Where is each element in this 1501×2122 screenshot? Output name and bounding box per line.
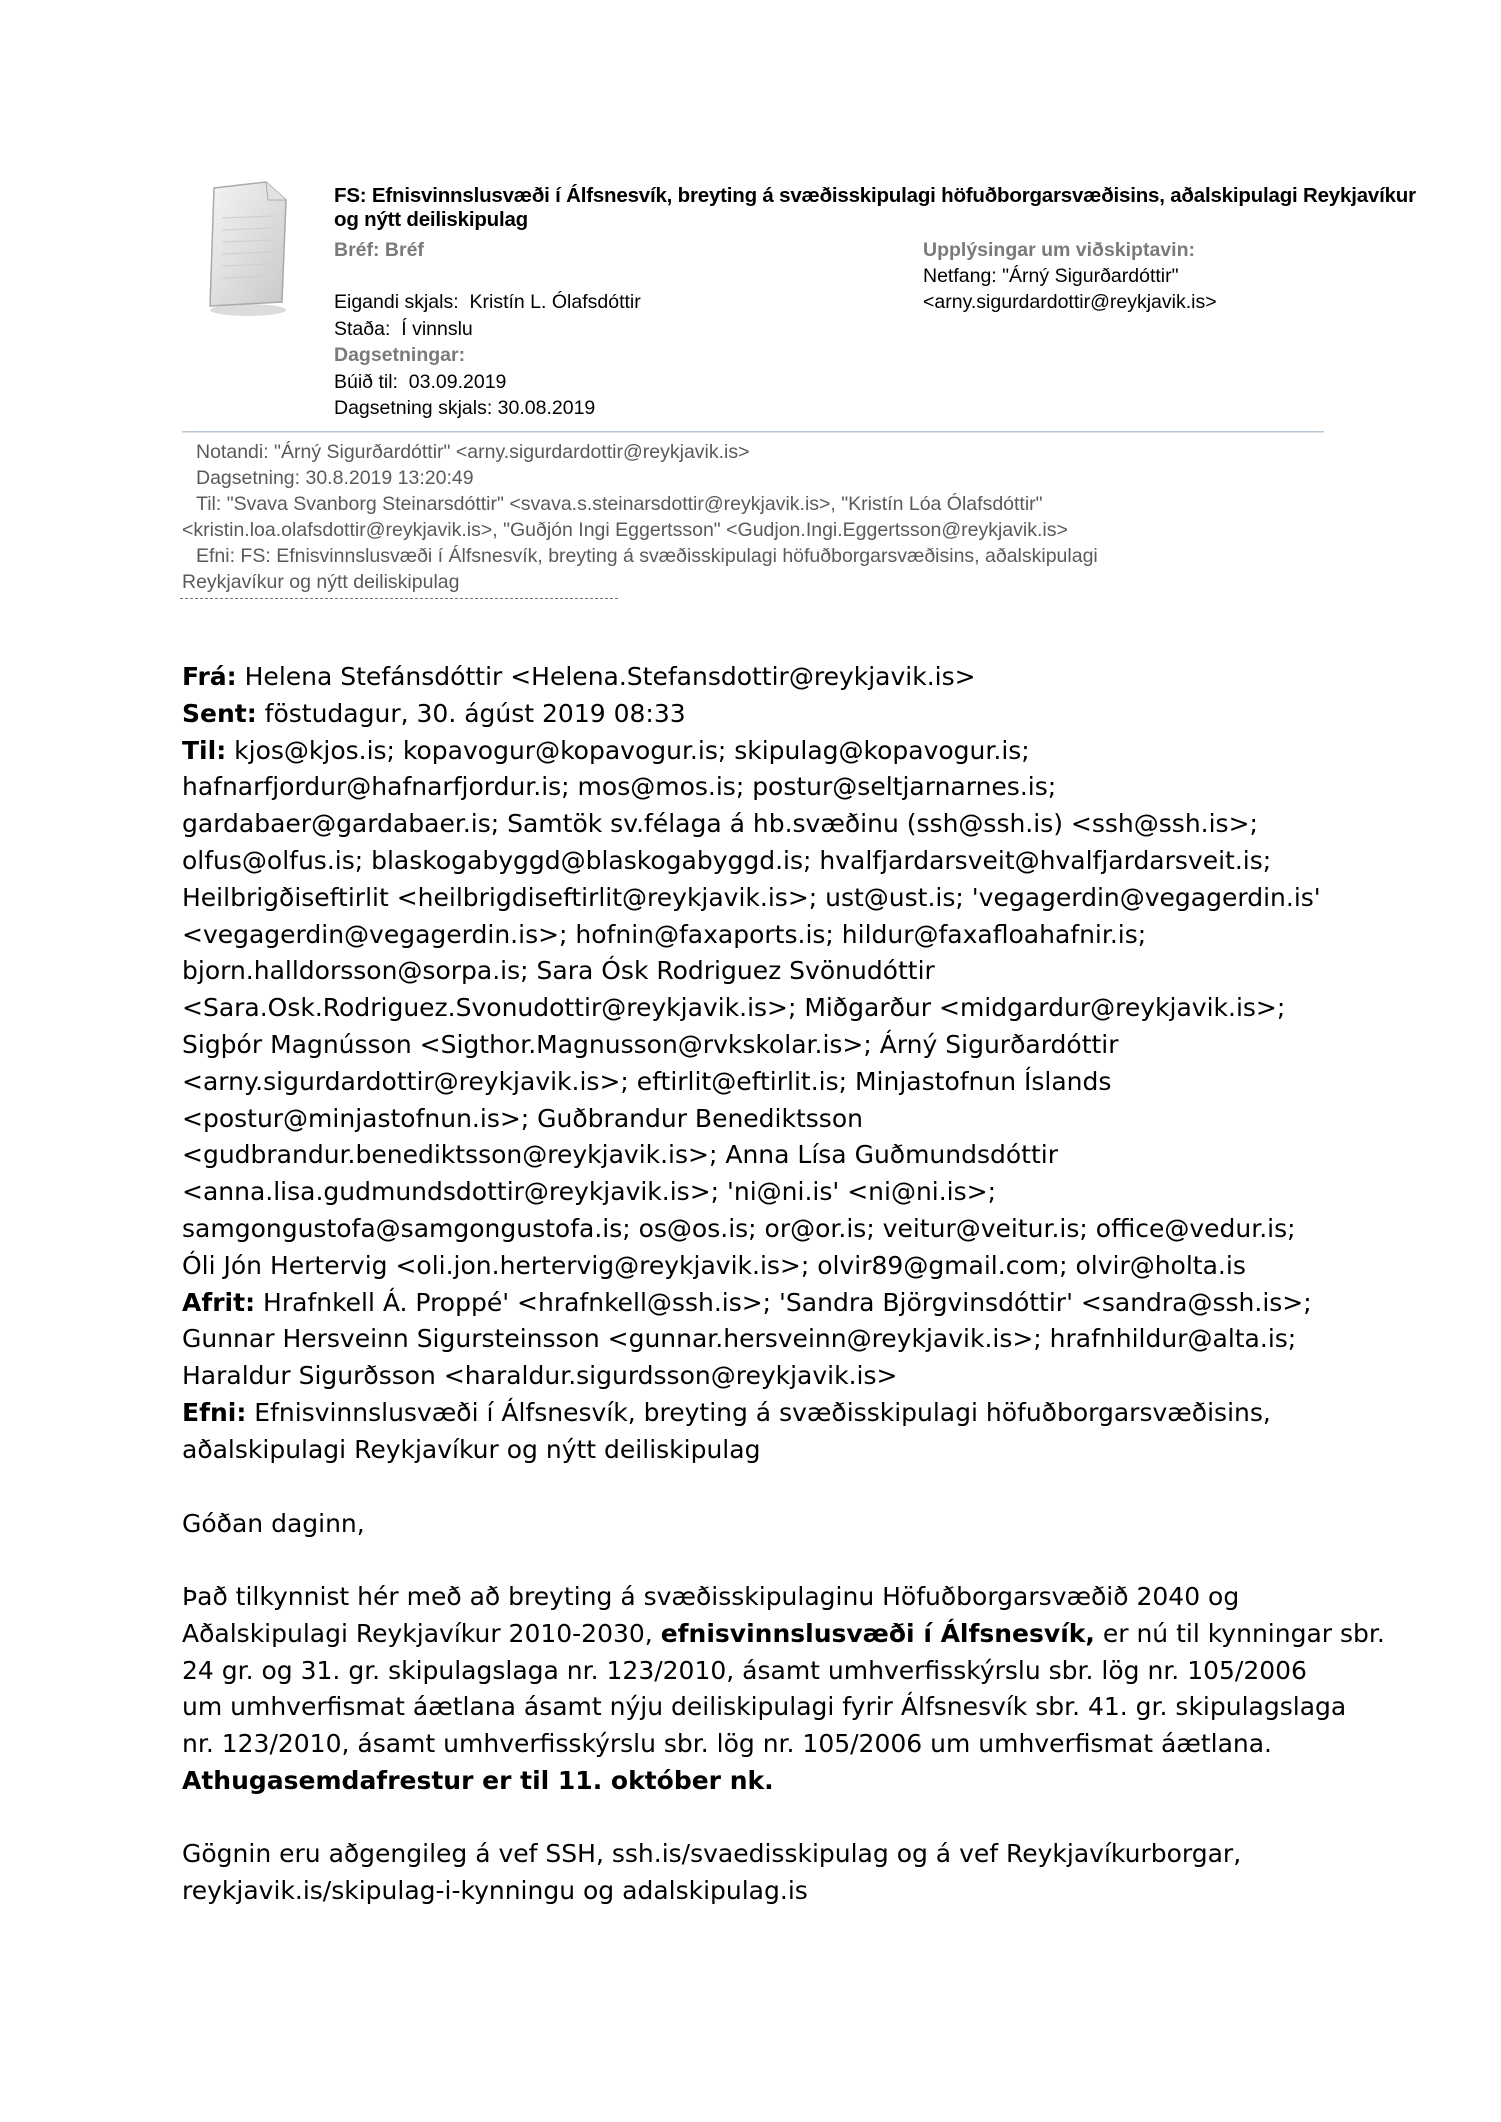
to-line: Óli Jón Hertervig <oli.jon.hertervig@reykjavik.is>; olvir89@gmail.com; olvir@holta.is xyxy=(182,1250,1246,1280)
cc-label: Afrit: xyxy=(182,1287,256,1317)
document-date-row xyxy=(334,397,595,420)
owner-row xyxy=(334,291,641,314)
meta-subject-line2: Reykjavíkur og nýtt deiliskipulag xyxy=(182,571,460,593)
to-label: Til: xyxy=(182,735,227,765)
subject-line: aðalskipulagi Reykjavíkur og nýtt deiliskipulag xyxy=(182,1434,761,1464)
dates-heading: Dagsetningar: xyxy=(334,344,466,366)
paragraph-links xyxy=(182,1836,1342,1910)
meta-user: Notandi: "Árný Sigurðardóttir" <arny.sigurdardottir@reykjavik.is> xyxy=(196,441,750,463)
to-line: samgongustofa@samgongustofa.is; os@os.is; or@or.is; veitur@veitur.is; office@vedur.is; xyxy=(182,1213,1296,1243)
paragraph-announcement xyxy=(182,1579,1385,1800)
meta-separator xyxy=(180,598,618,599)
created-label: Búið til: xyxy=(334,371,398,393)
document-date-value: 30.08.2019 xyxy=(497,397,596,419)
to-line: kjos@kjos.is; kopavogur@kopavogur.is; skipulag@kopavogur.is; xyxy=(226,735,1030,765)
header-divider xyxy=(182,431,1324,433)
meta-to-line2: <kristin.loa.olafsdottir@reykjavik.is>, "Guðjón Ingi Eggertsson" <Gudjon.Ingi.Eggertsson@reykjavik.is> xyxy=(182,519,1068,541)
cc-line: Hrafnkell Á. Proppé' <hrafnkell@ssh.is>; 'Sandra Björgvinsdóttir' <sandra@ssh.is>; xyxy=(255,1287,1312,1317)
document-type: Bréf: Bréf xyxy=(334,239,424,261)
to-line: Heilbrigðiseftirlit <heilbrigdiseftirlit@reykjavik.is>; ust@ust.is; 'vegagerdin@vegagerdin.is' xyxy=(182,882,1321,912)
to-line: <anna.lisa.gudmundsdottir@reykjavik.is>; 'ni@ni.is' <ni@ni.is>; xyxy=(182,1177,997,1207)
document-title-line2: og nýtt deiliskipulag xyxy=(334,208,528,231)
status-row xyxy=(334,318,473,341)
sent-value: föstudagur, 30. ágúst 2019 08:33 xyxy=(256,698,686,728)
from-value: Helena Stefánsdóttir <Helena.Stefansdottir@reykjavik.is> xyxy=(236,662,976,691)
document-title-line1: FS: Efnisvinnslusvæði í Álfsnesvík, breyting á svæðisskipulagi höfuðborgarsvæðisins, aðalskipulagi Reykjavíkur xyxy=(334,184,1416,207)
to-line: hafnarfjordur@hafnarfjordur.is; mos@mos.is; postur@seltjarnarnes.is; xyxy=(182,772,1057,802)
owner-value: Kristín L. Ólafsdóttir xyxy=(469,291,641,313)
paragraph-line: Gögnin eru aðgengileg á vef SSH, ssh.is/svaedisskipulag og á vef Reykjavíkurborgar, xyxy=(182,1839,1242,1868)
status-value: Í vinnslu xyxy=(401,318,473,340)
paragraph-segment: er nú til kynningar sbr. xyxy=(1094,1618,1385,1648)
to-line: <Sara.Osk.Rodriguez.Svonudottir@reykjavik.is>; Miðgarður <midgardur@reykjavik.is>; xyxy=(182,993,1286,1023)
paragraph-line: reykjavik.is/skipulag-i-kynningu og adalskipulag.is xyxy=(182,1875,808,1905)
area-name-bold: efnisvinnslusvæði í Álfsnesvík, xyxy=(660,1618,1095,1648)
sent-row xyxy=(182,696,1342,733)
sent-label: Sent: xyxy=(182,698,257,728)
paragraph-line: Það tilkynnist hér með að breyting á svæðisskipulaginu Höfuðborgarsvæðið 2040 og xyxy=(182,1582,1240,1611)
deadline-bold xyxy=(182,1763,1342,1800)
email-headers xyxy=(182,659,1342,1469)
to-line: <arny.sigurdardottir@reykjavik.is>; eftirlit@eftirlit.is; Minjastofnun Íslands xyxy=(182,1066,1112,1096)
customer-email-address: <arny.sigurdardottir@reykjavik.is> xyxy=(923,291,1217,313)
paragraph-line xyxy=(182,1616,1385,1653)
owner-label: Eigandi skjals: xyxy=(334,291,459,313)
status-label: Staða: xyxy=(334,318,391,340)
deadline-text: Athugasemdafrestur er til 11. október nk. xyxy=(182,1765,774,1795)
cc-line: Haraldur Sigurðsson <haraldur.sigurdsson@reykjavik.is> xyxy=(182,1361,898,1391)
paragraph-line: um umhverfismat áætlana ásamt nýju deiliskipulagi fyrir Álfsnesvík sbr. 41. gr. skipulagslaga xyxy=(182,1692,1347,1722)
to-line: bjorn.halldorsson@sorpa.is; Sara Ósk Rodriguez Svönudóttir xyxy=(182,956,935,986)
from-label: Frá: xyxy=(182,662,237,691)
to-line: gardabaer@gardabaer.is; Samtök sv.félaga á hb.svæðinu (ssh@ssh.is) <ssh@ssh.is>; xyxy=(182,809,1258,839)
meta-subject-line1: Efni: FS: Efnisvinnslusvæði í Álfsnesvík, breyting á svæðisskipulagi höfuðborgarsvæðisins, aðalskipulagi xyxy=(196,545,1098,567)
subject-line: Efnisvinnslusvæði í Álfsnesvík, breyting á svæðisskipulagi höfuðborgarsvæðisins, xyxy=(246,1397,1271,1427)
greeting xyxy=(182,1506,1342,1543)
to-line: <vegagerdin@vegagerdin.is>; hofnin@faxaports.is; hildur@faxafloahafnir.is; xyxy=(182,919,1147,949)
meta-to-line1: Til: "Svava Svanborg Steinarsdóttir" <svava.s.steinarsdottir@reykjavik.is>, "Kristín Lóa Ólafsdóttir" xyxy=(196,493,1043,515)
customer-email-label: Netfang: "Árný Sigurðardóttir" xyxy=(923,265,1179,287)
to-line: <postur@minjastofnun.is>; Guðbrandur Benediktsson xyxy=(182,1103,863,1133)
from-row xyxy=(182,659,1342,696)
greeting-text: Góðan daginn, xyxy=(182,1509,365,1538)
meta-date: Dagsetning: 30.8.2019 13:20:49 xyxy=(196,467,474,489)
subject-label: Efni: xyxy=(182,1397,247,1427)
subject-row xyxy=(182,1395,1342,1432)
document-date-label: Dagsetning skjals: xyxy=(334,397,493,419)
paragraph-line: nr. 123/2010, ásamt umhverfisskýrslu sbr. lög nr. 105/2006 um umhverfismat áætlana. xyxy=(182,1729,1273,1759)
cc-line: Gunnar Hersveinn Sigursteinsson <gunnar.hersveinn@reykjavik.is>; hrafnhildur@alta.is; xyxy=(182,1324,1297,1354)
customer-heading: Upplýsingar um viðskiptavin: xyxy=(923,239,1195,261)
paragraph-segment: Aðalskipulagi Reykjavíkur 2010-2030, xyxy=(182,1618,661,1648)
paragraph-line: 24 gr. og 31. gr. skipulagslaga nr. 123/2010, ásamt umhverfisskýrslu sbr. lög nr. 105/2006 xyxy=(182,1655,1307,1685)
to-line: olfus@olfus.is; blaskogabyggd@blaskogabyggd.is; hvalfjardarsveit@hvalfjardarsveit.is; xyxy=(182,845,1272,875)
created-row xyxy=(334,371,506,394)
cc-row xyxy=(182,1285,1342,1322)
document-title xyxy=(334,184,1501,232)
to-row xyxy=(182,733,1342,770)
created-value: 03.09.2019 xyxy=(408,371,507,393)
to-line: Sigþór Magnússon <Sigthor.Magnusson@rvkskolar.is>; Árný Sigurðardóttir xyxy=(182,1029,1119,1059)
to-line: <gudbrandur.benediktsson@reykjavik.is>; Anna Lísa Guðmundsdóttir xyxy=(182,1140,1059,1170)
document-icon xyxy=(196,178,296,318)
